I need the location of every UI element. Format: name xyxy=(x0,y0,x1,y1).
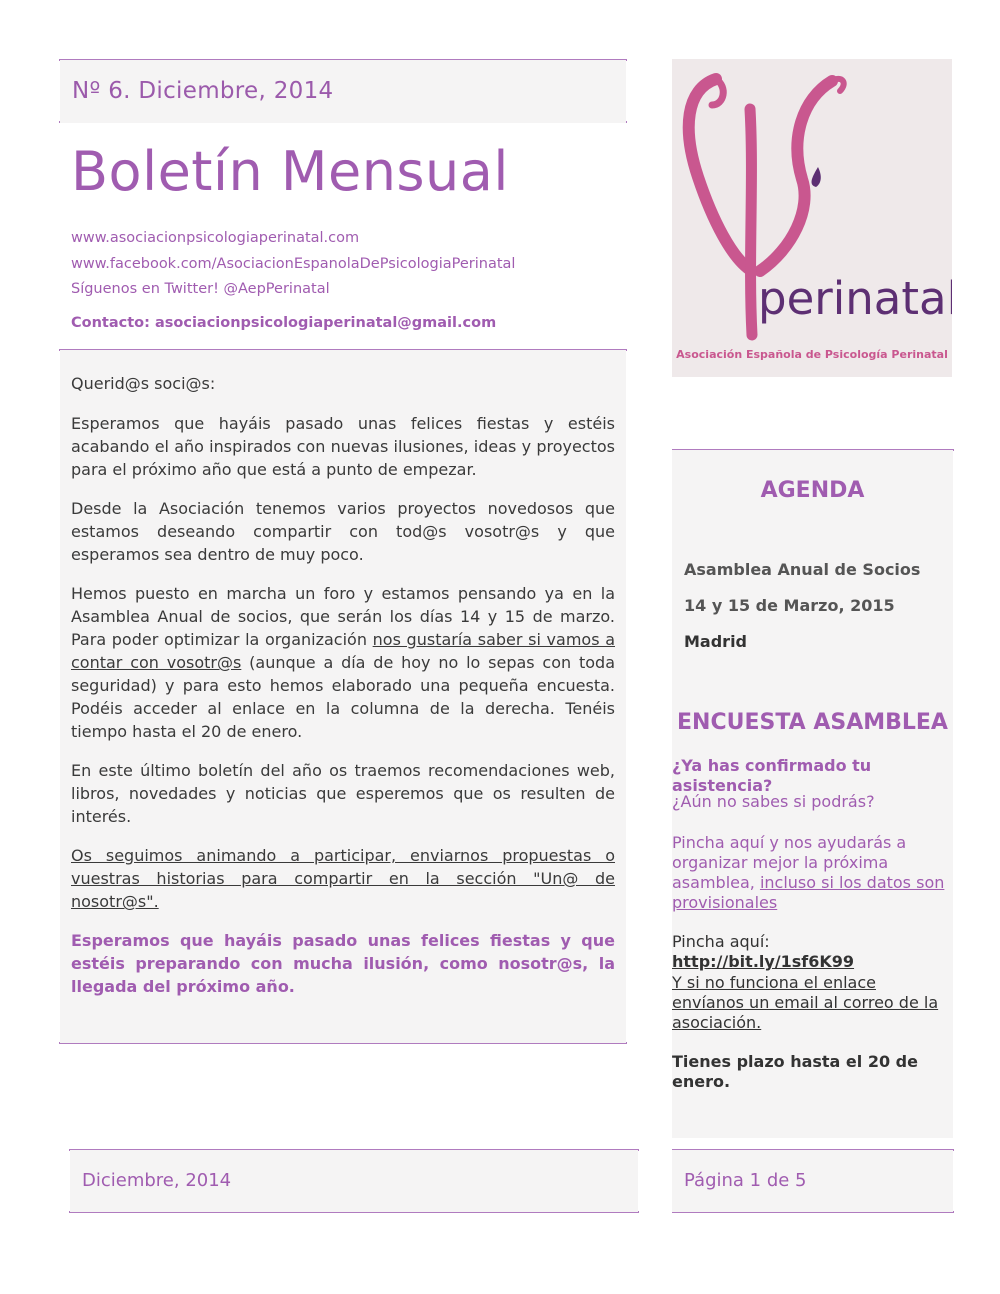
survey-paragraph-link[interactable]: incluso si los datos son provisionales xyxy=(672,873,945,912)
agenda-place: Madrid xyxy=(684,632,747,651)
survey-fallback[interactable]: Y si no funciona el enlace envíanos un email al correo de la asociación. xyxy=(672,973,939,1032)
footer-date: Diciembre, 2014 xyxy=(82,1170,232,1191)
survey-question-1: ¿Ya has confirmado tu asistencia? xyxy=(672,756,872,795)
page-title: Boletín Mensual xyxy=(71,140,509,203)
sidebar-panel xyxy=(672,450,953,1138)
agenda-heading: AGENDA xyxy=(760,478,865,503)
letter-paragraph-3-start: Hemos puesto en marcha un foro y estamos pensando ya en la Asamblea Anual de socios, que serán los días 14 y 15 de marzo. Para poder optimizar la organización xyxy=(71,584,615,649)
letter-greeting: Querid@s soci@s: xyxy=(71,374,216,393)
letter-closing: Esperamos que hayáis pasado unas felices fiestas y que estéis preparando con mucha ilusión, como nosotr@s, la llegada del próximo año. xyxy=(71,931,615,996)
facebook-link[interactable]: www.facebook.com/AsociacionEspanolaDePsicologiaPerinatal xyxy=(71,255,516,272)
survey-deadline: Tienes plazo hasta el 20 de enero. xyxy=(672,1052,918,1091)
survey-question-2: ¿Aún no sabes si podrás? xyxy=(672,792,875,811)
website-link[interactable]: www.asociacionpsicologiaperinatal.com xyxy=(71,230,360,246)
footer-page-number: Página 1 de 5 xyxy=(684,1170,807,1191)
survey-paragraph xyxy=(672,833,953,913)
survey-link[interactable]: http://bit.ly/1sf6K99 xyxy=(672,952,855,971)
survey-link-line xyxy=(672,932,953,972)
letter-body xyxy=(71,372,615,1014)
letter-paragraph-1: Esperamos que hayáis pasado unas felices fiestas y estéis acabando el año inspirados con nuevas ilusiones, ideas y proyectos para el próximo año que está a punto de empezar. xyxy=(71,414,615,479)
survey-link-label: Pincha aquí: xyxy=(672,932,770,951)
logo-wordmark: perinatal xyxy=(758,272,952,325)
association-logo xyxy=(672,59,952,377)
issue-bar xyxy=(60,60,626,123)
letter-survey-link[interactable]: nos gustaría saber si vamos a contar con vosotr@s xyxy=(71,630,615,672)
issue-number: Nº 6. Diciembre, 2014 xyxy=(72,78,334,104)
logo-subtitle: Asociación Española de Psicología Perinatal xyxy=(676,348,948,361)
survey-paragraph-text: Pincha aquí y nos ayudarás a organizar mejor la próxima asamblea, xyxy=(672,833,907,892)
letter-paragraph-3 xyxy=(71,582,615,743)
header-links xyxy=(71,226,515,303)
survey-heading: ENCUESTA ASAMBLEA xyxy=(677,710,948,735)
letter-paragraph-2: Desde la Asociación tenemos varios proyectos novedosos que estamos deseando compartir con tod@s vosotr@s y que esperamos sea dentro de muy poco. xyxy=(71,499,615,564)
letter-paragraph-5[interactable]: Os seguimos animando a participar, enviarnos propuestas o vuestras historias para compartir en la sección "Un@ de nosotr@s". xyxy=(71,846,615,911)
agenda-event: Asamblea Anual de Socios xyxy=(684,560,921,579)
footer-right xyxy=(672,1150,953,1212)
twitter-link[interactable]: Síguenos en Twitter! @AepPerinatal xyxy=(71,281,330,297)
contact-email[interactable]: Contacto: asociacionpsicologiaperinatal@gmail.com xyxy=(71,315,497,331)
letter-panel xyxy=(60,350,626,1043)
letter-paragraph-4: En este último boletín del año os traemos recomendaciones web, libros, novedades y noticias que esperemos que os resulten de interés. xyxy=(71,761,615,826)
letter-paragraph-3-end: (aunque a día de hoy no lo sepas con toda seguridad) y para esto hemos elaborado una pequeña encuesta. Podéis acceder al enlace en la columna de la derecha. Tenéis tiempo hasta el 20 de enero. xyxy=(71,653,615,741)
agenda-date: 14 y 15 de Marzo, 2015 xyxy=(684,596,895,615)
footer-left xyxy=(70,1150,638,1212)
psi-logo-icon xyxy=(672,59,952,377)
